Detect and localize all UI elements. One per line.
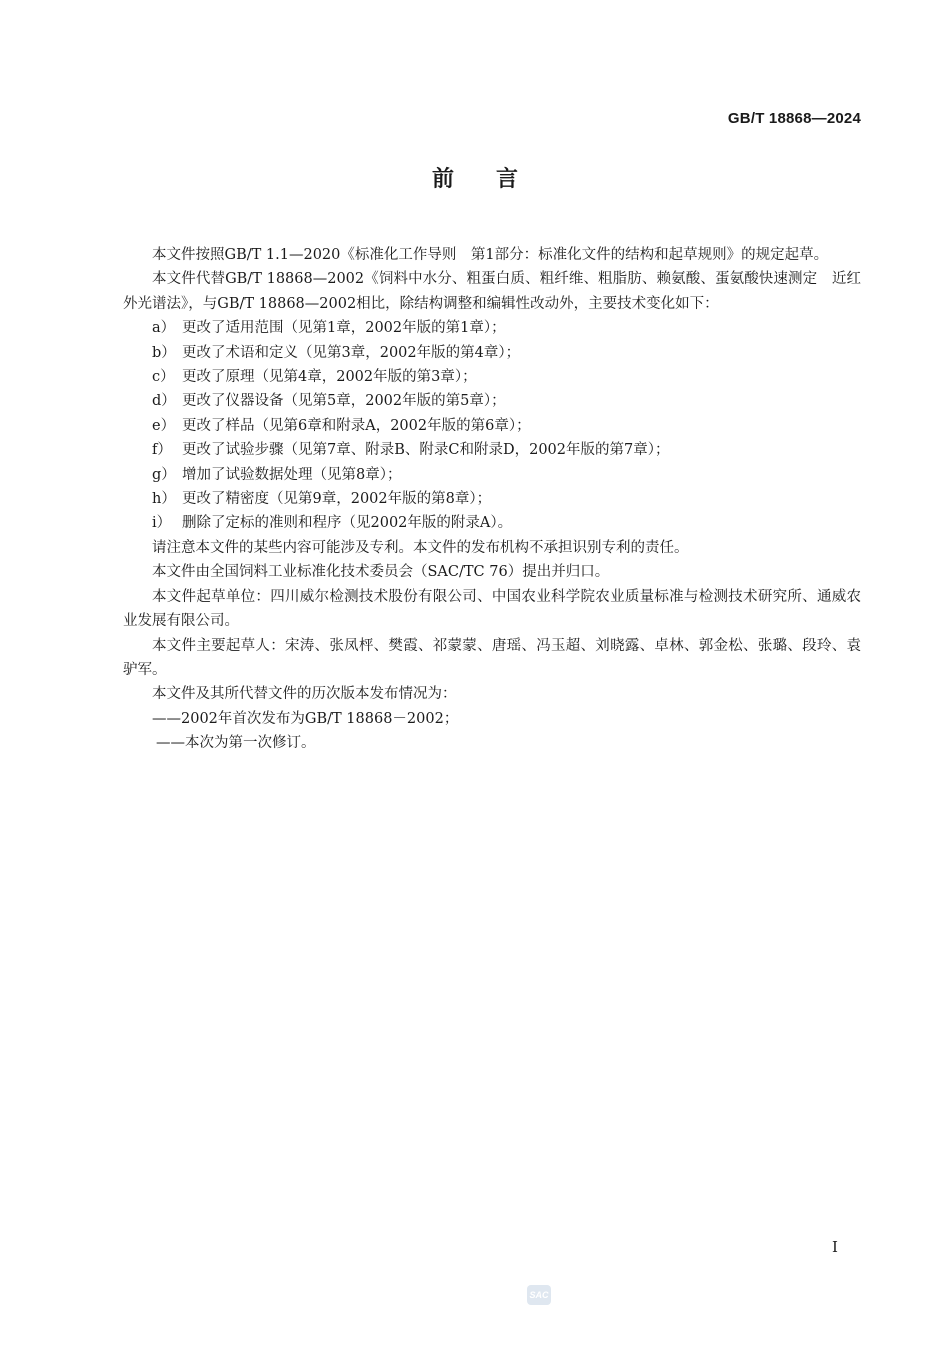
- list-item: [123, 511, 861, 535]
- list-item: [123, 316, 861, 340]
- list-item: [123, 487, 861, 511]
- list-item-text: 更改了样品（见第6章和附录A，2002年版的第6章）；: [182, 417, 531, 434]
- list-item-text: 更改了原理（见第4章，2002年版的第3章）；: [182, 369, 477, 386]
- paragraph-drafters: 本文件主要起草人：宋涛、张凤枰、樊霞、祁蒙蒙、唐瑶、冯玉超、刘晓露、卓林、郭金松、张璐、段玲、袁驴军。: [123, 637, 861, 678]
- list-marker: h）: [152, 491, 176, 508]
- list-item-text: 增加了试验数据处理（见第8章）；: [182, 466, 402, 483]
- paragraph-drafting-rules: 本文件按照GB/T 1.1—2020《标准化工作导则 第1部分：标准化文件的结构和起草规则》的规定起草。: [152, 247, 829, 263]
- list-marker: i）: [152, 515, 172, 532]
- list-marker: f）: [152, 442, 172, 459]
- paragraph-proposer: 本文件由全国饲料工业标准化技术委员会（SAC/TC 76）提出并归口。: [152, 564, 610, 581]
- list-item: [123, 463, 861, 487]
- list-item-text: 更改了试验步骤（见第7章、附录B、附录C和附录D，2002年版的第7章）；: [182, 442, 670, 459]
- foreword-body: [123, 243, 861, 756]
- list-marker: e）: [152, 417, 176, 434]
- paragraph-drafting-units: 本文件起草单位：四川威尔检测技术股份有限公司、中国农业科学院农业质量标准与检测技术研究所、通威农业发展有限公司。: [123, 588, 861, 630]
- list-item-text: 更改了仪器设备（见第5章，2002年版的第5章）；: [182, 393, 506, 410]
- history-item: ——2002年首次发布为GB/T 18868－2002；: [152, 710, 459, 727]
- sac-logo-icon: SAC: [527, 1285, 551, 1305]
- paragraph-replacement: 本文件代替GB/T 18868—2002《饲料中水分、粗蛋白质、粗纤维、粗脂肪、赖氨酸、蛋氨酸快速测定 近红外光谱法》，与GB/T 18868—2002相比，除结构调整和编辑性改动外，主要技术变化如下：: [123, 271, 861, 312]
- list-item: [123, 438, 861, 462]
- list-item: [123, 365, 861, 389]
- changes-list: [123, 316, 861, 536]
- list-marker: d）: [152, 393, 176, 410]
- list-marker: b）: [152, 344, 176, 361]
- list-marker: g）: [152, 466, 176, 483]
- standard-code: GB/T 18868—2024: [727, 110, 861, 127]
- list-item-text: 更改了适用范围（见第1章，2002年版的第1章）；: [182, 320, 506, 337]
- page-number: I: [832, 1238, 838, 1256]
- paragraph-patent-notice: 请注意本文件的某些内容可能涉及专利。本文件的发布机构不承担识别专利的责任。: [152, 539, 689, 556]
- list-marker: a）: [152, 320, 176, 337]
- list-item: [123, 389, 861, 413]
- list-marker: c）: [152, 369, 175, 386]
- list-item: [123, 341, 861, 365]
- list-item: [123, 414, 861, 438]
- list-item-text: 更改了精密度（见第9章，2002年版的第8章）；: [182, 491, 492, 508]
- history-item: ——本次为第一次修订。: [156, 735, 316, 752]
- paragraph-version-history: 本文件及其所代替文件的历次版本发布情况为：: [152, 686, 457, 703]
- list-item-text: 删除了定标的准则和程序（见2002年版的附录A）。: [182, 515, 513, 532]
- list-item-text: 更改了术语和定义（见第3章，2002年版的第4章）；: [182, 344, 521, 361]
- page-title: 前言: [431, 167, 560, 192]
